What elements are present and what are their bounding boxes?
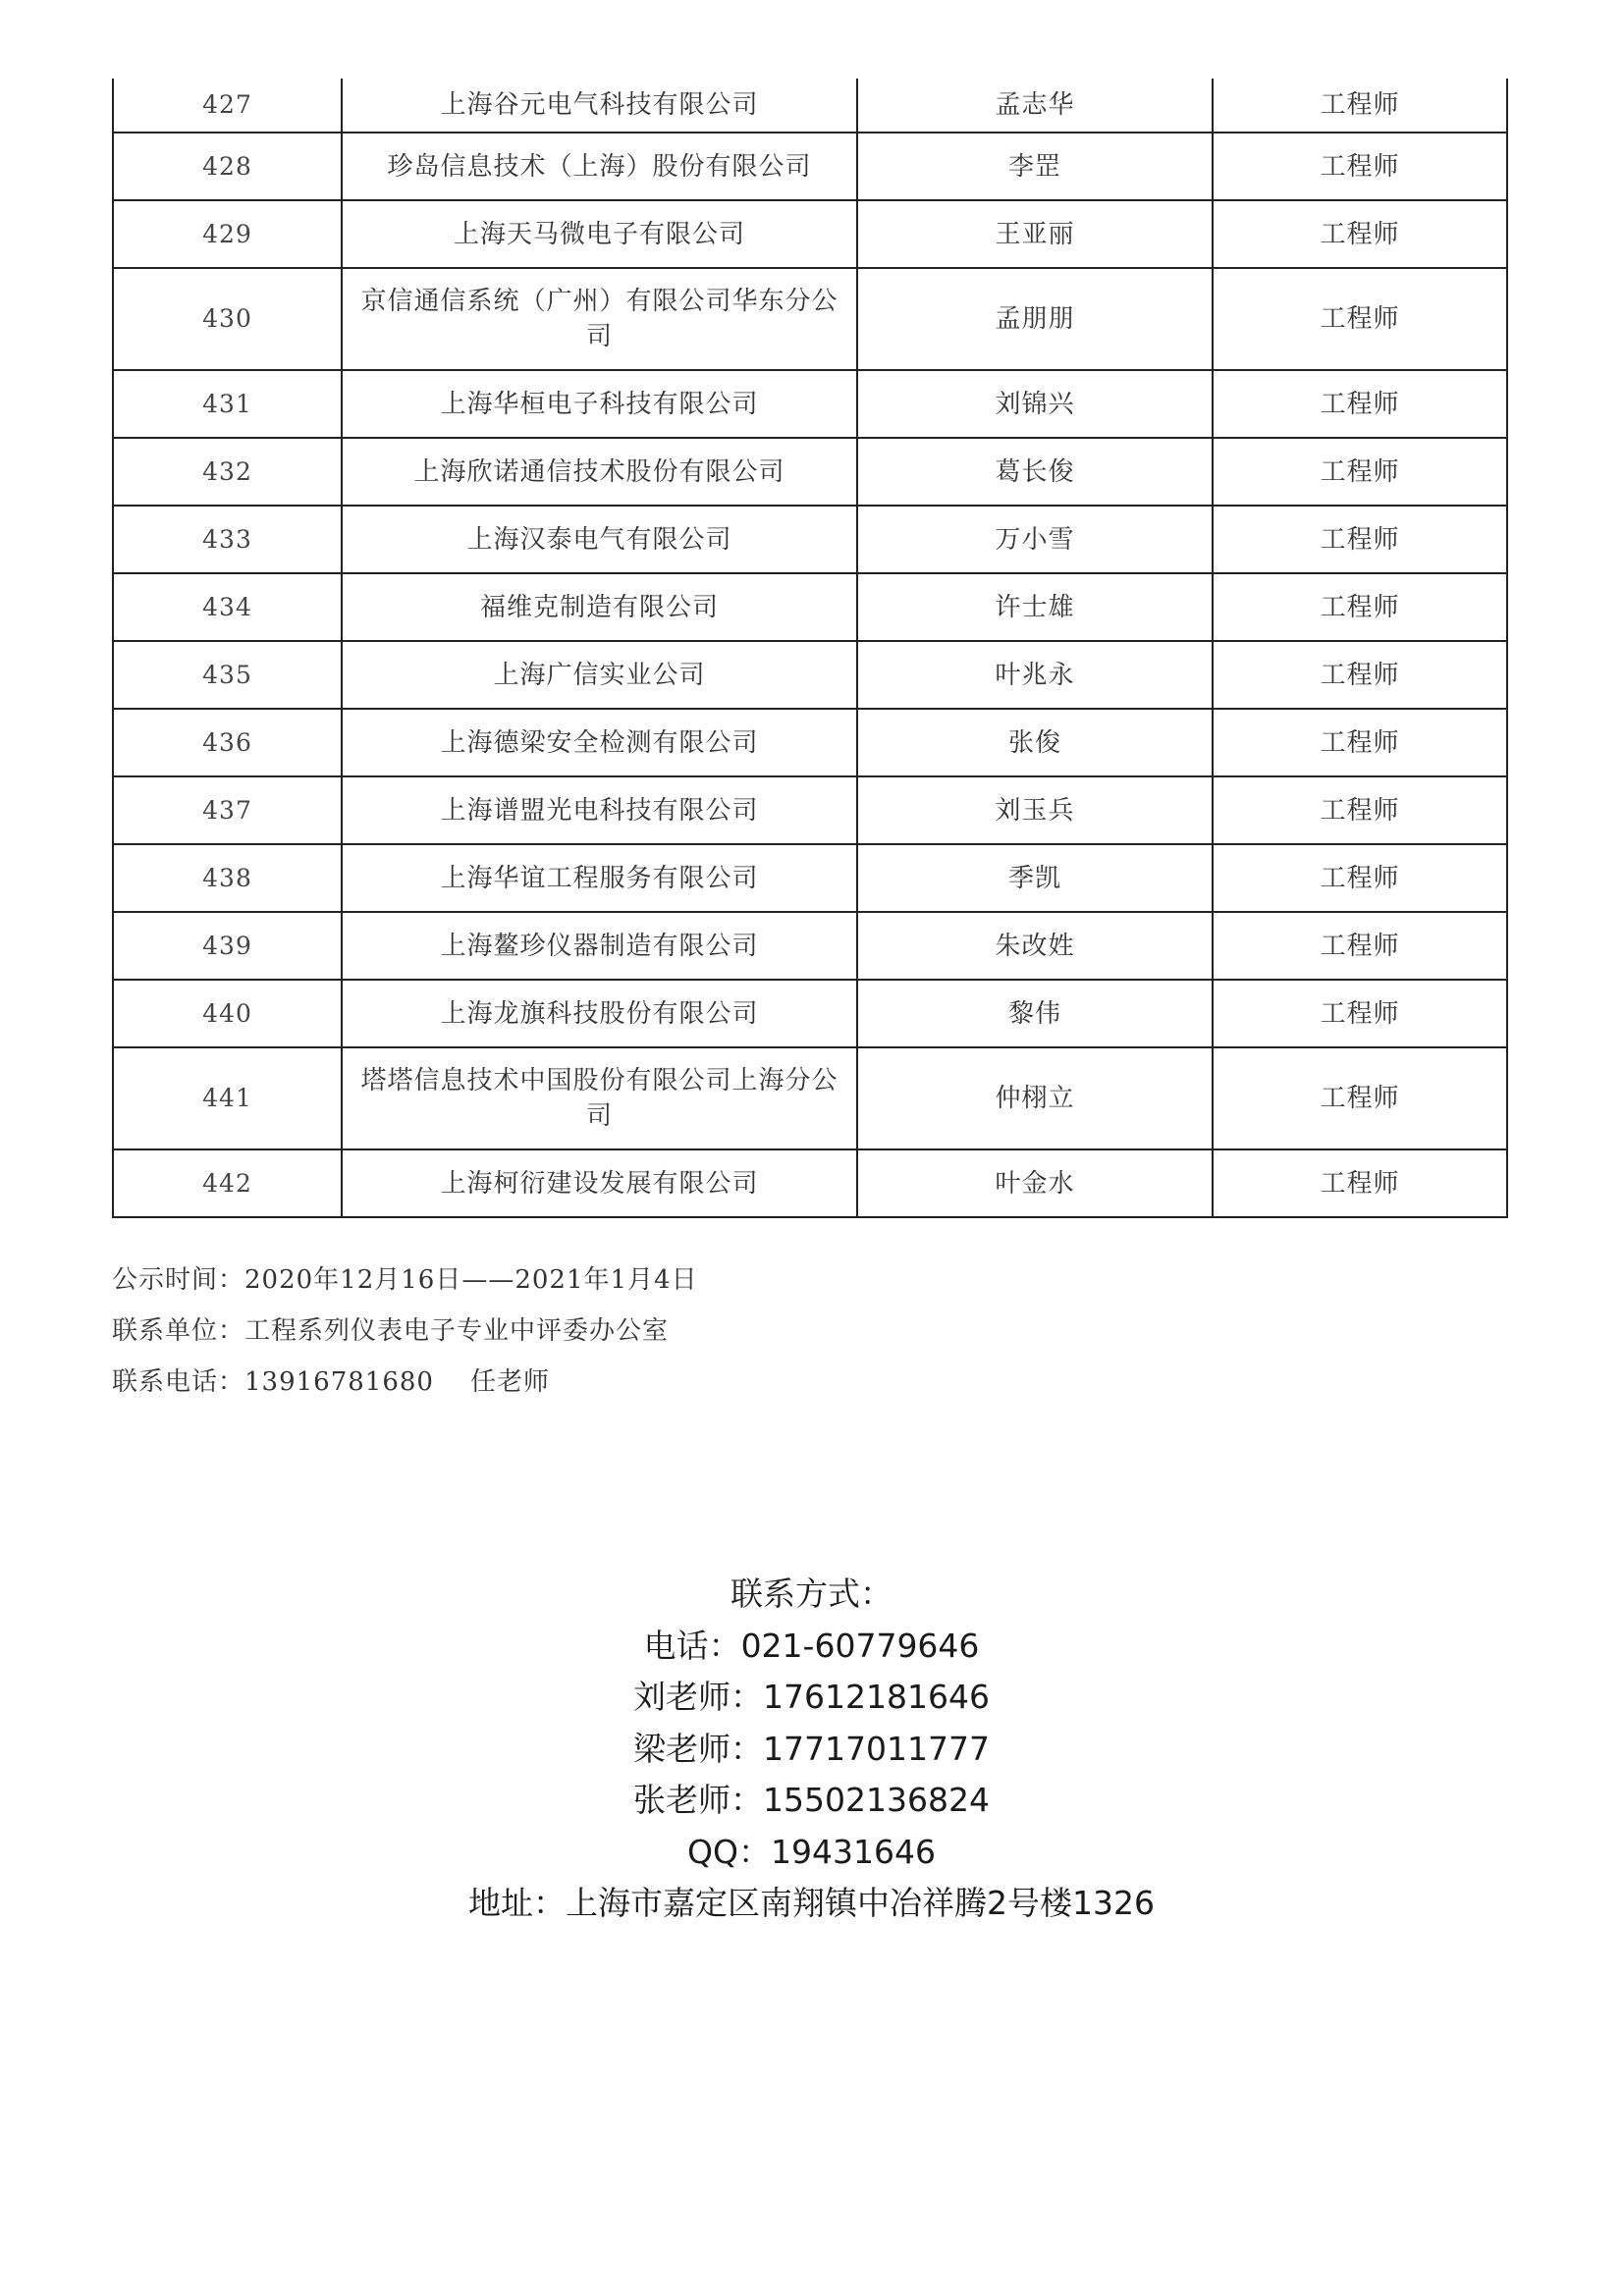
table-row bbox=[113, 1149, 1507, 1217]
title-cell: 工程师 bbox=[1213, 912, 1507, 980]
contact-address: 地址：上海市嘉定区南翔镇中冶祥腾2号楼1326 bbox=[468, 1884, 1155, 1922]
company-cell: 上海广信实业公司 bbox=[342, 641, 857, 709]
title-cell: 工程师 bbox=[1213, 980, 1507, 1047]
person-name-cell: 仲栩立 bbox=[857, 1047, 1213, 1149]
title-cell: 工程师 bbox=[1213, 776, 1507, 844]
company-cell: 上海华桓电子科技有限公司 bbox=[342, 370, 857, 438]
title-cell: 工程师 bbox=[1213, 370, 1507, 438]
person-name-cell: 孟志华 bbox=[857, 79, 1213, 133]
title-cell: 工程师 bbox=[1213, 79, 1507, 133]
person-name-cell: 葛长俊 bbox=[857, 438, 1213, 506]
title-cell: 工程师 bbox=[1213, 844, 1507, 912]
company-cell: 珍岛信息技术（上海）股份有限公司 bbox=[342, 133, 857, 200]
company-cell: 上海华谊工程服务有限公司 bbox=[342, 844, 857, 912]
person-name-cell: 万小雪 bbox=[857, 506, 1213, 573]
table-row bbox=[113, 200, 1507, 268]
row-number: 431 bbox=[113, 370, 342, 438]
title-cell: 工程师 bbox=[1213, 1047, 1507, 1149]
title-cell: 工程师 bbox=[1213, 268, 1507, 370]
person-name-cell: 叶兆永 bbox=[857, 641, 1213, 709]
table-row bbox=[113, 370, 1507, 438]
table-row bbox=[113, 268, 1507, 370]
company-cell: 上海德梁安全检测有限公司 bbox=[342, 709, 857, 776]
title-cell: 工程师 bbox=[1213, 438, 1507, 506]
row-number: 428 bbox=[113, 133, 342, 200]
table-row bbox=[113, 133, 1507, 200]
results-table-container bbox=[112, 79, 1506, 1218]
results-table bbox=[112, 79, 1508, 1218]
notice-notes bbox=[112, 1255, 698, 1408]
row-number: 435 bbox=[113, 641, 342, 709]
company-cell: 上海谷元电气科技有限公司 bbox=[342, 79, 857, 133]
row-number: 440 bbox=[113, 980, 342, 1047]
person-name-cell: 叶金水 bbox=[857, 1149, 1213, 1217]
table-row bbox=[113, 573, 1507, 641]
table-row bbox=[113, 912, 1507, 980]
row-number: 437 bbox=[113, 776, 342, 844]
table-row bbox=[113, 844, 1507, 912]
results-table-body bbox=[113, 79, 1507, 1217]
row-number: 429 bbox=[113, 200, 342, 268]
contact-qq: QQ：19431646 bbox=[687, 1832, 936, 1871]
company-cell: 上海汉泰电气有限公司 bbox=[342, 506, 857, 573]
table-row bbox=[113, 980, 1507, 1047]
row-number: 430 bbox=[113, 268, 342, 370]
row-number: 436 bbox=[113, 709, 342, 776]
person-name-cell: 李罡 bbox=[857, 133, 1213, 200]
table-row bbox=[113, 776, 1507, 844]
contact-zhang: 张老师：15502136824 bbox=[633, 1781, 990, 1819]
company-cell: 上海谱盟光电科技有限公司 bbox=[342, 776, 857, 844]
notice-period: 公示时间：2020年12月16日——2021年1月4日 bbox=[112, 1265, 698, 1295]
person-name-cell: 孟朋朋 bbox=[857, 268, 1213, 370]
company-cell: 上海柯衍建设发展有限公司 bbox=[342, 1149, 857, 1217]
person-name-cell: 刘锦兴 bbox=[857, 370, 1213, 438]
notice-contact-unit: 联系单位：工程系列仪表电子专业中评委办公室 bbox=[112, 1316, 670, 1346]
row-number: 441 bbox=[113, 1047, 342, 1149]
company-cell: 上海欣诺通信技术股份有限公司 bbox=[342, 438, 857, 506]
table-row bbox=[113, 506, 1507, 573]
person-name-cell: 刘玉兵 bbox=[857, 776, 1213, 844]
person-name-cell: 许士雄 bbox=[857, 573, 1213, 641]
person-name-cell: 朱改姓 bbox=[857, 912, 1213, 980]
person-name-cell: 季凯 bbox=[857, 844, 1213, 912]
company-cell: 上海鳌珍仪器制造有限公司 bbox=[342, 912, 857, 980]
row-number: 433 bbox=[113, 506, 342, 573]
person-name-cell: 张俊 bbox=[857, 709, 1213, 776]
table-row bbox=[113, 79, 1507, 133]
table-row bbox=[113, 641, 1507, 709]
contact-tel: 电话：021-60779646 bbox=[643, 1626, 980, 1665]
title-cell: 工程师 bbox=[1213, 573, 1507, 641]
title-cell: 工程师 bbox=[1213, 133, 1507, 200]
row-number: 439 bbox=[113, 912, 342, 980]
title-cell: 工程师 bbox=[1213, 641, 1507, 709]
table-row bbox=[113, 438, 1507, 506]
company-cell: 塔塔信息技术中国股份有限公司上海分公司 bbox=[342, 1047, 857, 1149]
table-row bbox=[113, 709, 1507, 776]
company-cell: 福维克制造有限公司 bbox=[342, 573, 857, 641]
contact-heading: 联系方式： bbox=[730, 1575, 893, 1613]
contact-liu: 刘老师：17612181646 bbox=[633, 1678, 990, 1716]
notice-contact-phone: 联系电话：13916781680 任老师 bbox=[112, 1367, 551, 1397]
row-number: 434 bbox=[113, 573, 342, 641]
row-number: 427 bbox=[113, 79, 342, 133]
contact-block bbox=[0, 1569, 1623, 1930]
title-cell: 工程师 bbox=[1213, 709, 1507, 776]
company-cell: 京信通信系统（广州）有限公司华东分公司 bbox=[342, 268, 857, 370]
row-number: 442 bbox=[113, 1149, 342, 1217]
company-cell: 上海龙旗科技股份有限公司 bbox=[342, 980, 857, 1047]
contact-liang: 梁老师：17717011777 bbox=[633, 1729, 990, 1768]
row-number: 432 bbox=[113, 438, 342, 506]
table-row bbox=[113, 1047, 1507, 1149]
title-cell: 工程师 bbox=[1213, 1149, 1507, 1217]
row-number: 438 bbox=[113, 844, 342, 912]
title-cell: 工程师 bbox=[1213, 506, 1507, 573]
company-cell: 上海天马微电子有限公司 bbox=[342, 200, 857, 268]
person-name-cell: 王亚丽 bbox=[857, 200, 1213, 268]
person-name-cell: 黎伟 bbox=[857, 980, 1213, 1047]
title-cell: 工程师 bbox=[1213, 200, 1507, 268]
